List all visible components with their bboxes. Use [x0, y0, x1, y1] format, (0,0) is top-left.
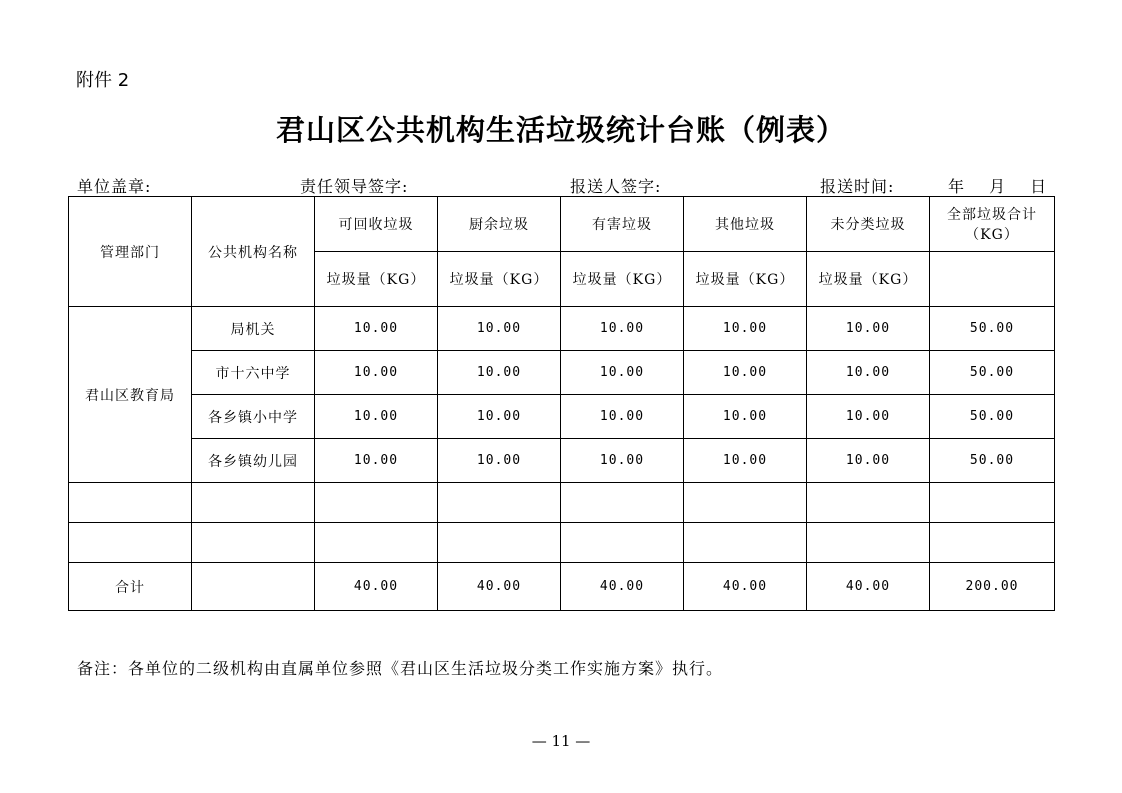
value-cell: 10.00 [561, 395, 684, 439]
value-cell: 10.00 [438, 307, 561, 351]
value-cell: 10.00 [684, 439, 807, 483]
sum-row [69, 563, 1055, 611]
empty-cell [69, 483, 192, 523]
empty-cell [69, 523, 192, 563]
table-row [69, 351, 1055, 395]
empty-cell [315, 523, 438, 563]
value-cell: 10.00 [315, 395, 438, 439]
value-cell: 10.00 [438, 395, 561, 439]
row-total: 50.00 [930, 307, 1055, 351]
table-row [69, 307, 1055, 351]
value-cell: 10.00 [561, 307, 684, 351]
value-cell: 10.00 [807, 395, 930, 439]
unit-label: 垃圾量（KG） [684, 252, 807, 307]
header-total [930, 197, 1055, 252]
sum-label: 合计 [69, 563, 192, 611]
sum-value: 40.00 [561, 563, 684, 611]
empty-row [69, 483, 1055, 523]
value-cell: 10.00 [684, 351, 807, 395]
value-cell: 10.00 [315, 439, 438, 483]
empty-cell [684, 483, 807, 523]
unit-total-empty [930, 252, 1055, 307]
sum-value: 40.00 [807, 563, 930, 611]
empty-cell [438, 523, 561, 563]
empty-cell [315, 483, 438, 523]
group-dept: 君山区教育局 [69, 307, 192, 483]
empty-cell [930, 483, 1055, 523]
header-dept: 管理部门 [69, 197, 192, 307]
header-recyclable: 可回收垃圾 [315, 197, 438, 252]
unit-seal-label: 单位盖章: [77, 177, 152, 196]
institution-name: 各乡镇小中学 [192, 395, 315, 439]
empty-cell [807, 483, 930, 523]
row-total: 50.00 [930, 439, 1055, 483]
institution-name: 各乡镇幼儿园 [192, 439, 315, 483]
header-hazardous: 有害垃圾 [561, 197, 684, 252]
empty-cell [930, 523, 1055, 563]
report-time-label: 报送时间: [820, 177, 895, 196]
empty-cell [192, 523, 315, 563]
header-other: 其他垃圾 [684, 197, 807, 252]
institution-name: 局机关 [192, 307, 315, 351]
sum-total: 200.00 [930, 563, 1055, 611]
page-number: — 11 — [531, 732, 591, 750]
institution-name: 市十六中学 [192, 351, 315, 395]
report-date-template: 年 月 日 [948, 177, 1048, 196]
header-total-line2: （KG） [965, 227, 1019, 243]
header-kitchen: 厨余垃圾 [438, 197, 561, 252]
empty-cell [807, 523, 930, 563]
value-cell: 10.00 [807, 307, 930, 351]
header-institution: 公共机构名称 [192, 197, 315, 307]
empty-row [69, 523, 1055, 563]
empty-cell [684, 523, 807, 563]
empty-cell [561, 483, 684, 523]
value-cell: 10.00 [561, 439, 684, 483]
empty-cell [192, 563, 315, 611]
unit-label: 垃圾量（KG） [438, 252, 561, 307]
empty-cell [561, 523, 684, 563]
value-cell: 10.00 [684, 307, 807, 351]
value-cell: 10.00 [315, 351, 438, 395]
header-unsorted: 未分类垃圾 [807, 197, 930, 252]
page-title: 君山区公共机构生活垃圾统计台账（例表） [275, 113, 846, 147]
value-cell: 10.00 [315, 307, 438, 351]
sum-value: 40.00 [438, 563, 561, 611]
unit-label: 垃圾量（KG） [561, 252, 684, 307]
value-cell: 10.00 [807, 351, 930, 395]
row-total: 50.00 [930, 395, 1055, 439]
value-cell: 10.00 [807, 439, 930, 483]
table-row [69, 439, 1055, 483]
value-cell: 10.00 [561, 351, 684, 395]
sum-value: 40.00 [684, 563, 807, 611]
header-total-line1: 全部垃圾合计 [947, 207, 1037, 223]
empty-cell [438, 483, 561, 523]
leader-sign-label: 责任领导签字: [300, 177, 409, 196]
table-row [69, 395, 1055, 439]
value-cell: 10.00 [438, 439, 561, 483]
unit-label: 垃圾量（KG） [807, 252, 930, 307]
empty-cell [192, 483, 315, 523]
footnote: 备注：各单位的二级机构由直属单位参照《君山区生活垃圾分类工作实施方案》执行。 [77, 659, 724, 678]
row-total: 50.00 [930, 351, 1055, 395]
reporter-sign-label: 报送人签字: [570, 177, 662, 196]
value-cell: 10.00 [438, 351, 561, 395]
header-row [69, 197, 1055, 252]
attachment-label: 附件 2 [76, 70, 130, 91]
value-cell: 10.00 [684, 395, 807, 439]
sum-value: 40.00 [315, 563, 438, 611]
unit-label: 垃圾量（KG） [315, 252, 438, 307]
garbage-ledger-table [68, 196, 1055, 611]
